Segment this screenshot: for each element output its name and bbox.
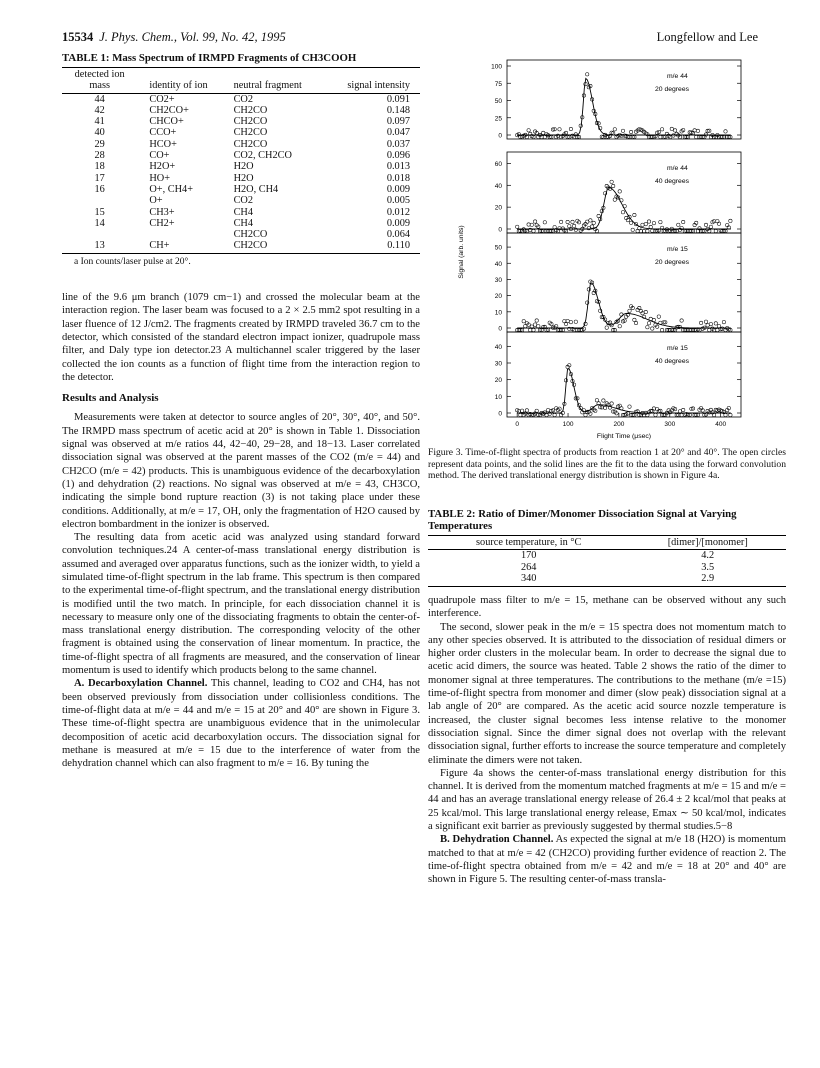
data-point bbox=[543, 221, 546, 224]
data-point bbox=[682, 220, 685, 223]
running-header-authors: Longfellow and Lee bbox=[656, 30, 758, 44]
data-point bbox=[605, 326, 608, 329]
panel-label-mass: m/e 44 bbox=[667, 165, 688, 172]
data-point bbox=[527, 129, 530, 132]
data-point bbox=[574, 228, 577, 231]
table-cell: 0.009 bbox=[386, 183, 410, 195]
fit-curve bbox=[517, 369, 731, 413]
table2-block bbox=[428, 508, 786, 587]
panel-frame bbox=[507, 332, 741, 417]
table-cell bbox=[62, 229, 137, 240]
data-point bbox=[529, 328, 532, 331]
y-tick-label: 0 bbox=[498, 132, 502, 140]
data-point bbox=[704, 320, 707, 323]
data-point bbox=[620, 313, 623, 316]
data-point bbox=[654, 413, 657, 416]
data-point bbox=[699, 321, 702, 324]
data-point bbox=[587, 288, 590, 291]
table-row bbox=[62, 161, 420, 172]
data-point bbox=[716, 220, 719, 223]
table-row bbox=[62, 240, 420, 253]
table1-header: neutral fragment bbox=[232, 68, 345, 94]
data-point bbox=[672, 134, 675, 137]
data-point bbox=[590, 225, 593, 228]
data-point bbox=[545, 413, 548, 416]
table-cell: HCO+ bbox=[149, 138, 177, 150]
y-tick-label: 20 bbox=[494, 204, 502, 212]
data-point bbox=[610, 402, 613, 405]
panel-label-mass: m/e 15 bbox=[667, 345, 688, 352]
data-point bbox=[629, 221, 632, 224]
data-point bbox=[704, 223, 707, 226]
y-tick-label: 40 bbox=[494, 182, 502, 190]
table-cell: 0.013 bbox=[386, 161, 410, 173]
figure-3-caption bbox=[428, 447, 786, 482]
panel-label-angle: 40 degrees bbox=[655, 358, 690, 365]
y-tick-label: 0 bbox=[498, 410, 502, 418]
data-point bbox=[621, 211, 624, 214]
table-cell: 2.9 bbox=[629, 573, 786, 586]
panel-label-mass: m/e 15 bbox=[667, 246, 688, 253]
table-cell: 0.064 bbox=[386, 229, 410, 241]
paragraph: The resulting data from acetic acid was analyzed using standard forward convolution techniques.24 A center-of-mass translational energy distribution is assumed and averaged over apparatus functions, such as the ionizer width, to yield a simulated time-of-flight spectrum in the lab frame. This spectrum is then compared to the experimental time-of-flight spectrum, and the translational energy distribution is modified until the two match. In principle, for each dissociation channel it is necessary to measure only one of the dissociating fragments to obtain the center-of-mass translational energy distribution. The corresponding velocity of the other fragment is obtained using the conservation of linear momentum. In practice, the time-of-flight spectra of all fragments are measured, and the conservation of linear momentum is used to identify which products belong to the same channel. bbox=[62, 532, 420, 677]
data-point bbox=[633, 213, 636, 216]
paragraph: line of the 9.6 μm branch (1079 cm−1) and crossed the molecular beam at the interaction region. The laser beam was focused to a 2 × 2.5 mm2 spot resulting in a laser fluence of 12 J/cm2. The fragments created by IRMPD traveled 36.7 cm to the detector, which consisted of the standard electron impact ionizer, quadrupole mass filter, and Daly type ion detector.23 A multichannel scaler triggered by the laser collected the ion counts as a function of flight time from the interaction region to the detector. bbox=[62, 292, 420, 383]
y-tick-label: 40 bbox=[494, 343, 502, 351]
data-point bbox=[659, 220, 662, 223]
table-cell: CO+ bbox=[149, 150, 170, 162]
data-point bbox=[641, 223, 644, 226]
data-point bbox=[525, 409, 528, 412]
table-cell: CH2CO bbox=[233, 229, 268, 241]
data-point bbox=[704, 133, 707, 136]
data-point bbox=[726, 223, 729, 226]
data-point bbox=[722, 320, 725, 323]
data-point bbox=[535, 319, 538, 322]
data-point bbox=[574, 320, 577, 323]
data-point bbox=[603, 406, 606, 409]
paragraph: Measurements were taken at detector to source angles of 20°, 30°, 40°, and 50°. The IRMPD mass spectrum of acetic acid at 20° is shown in Table 1. Dissociation signal was observed at m/e ratios 44, 42−40, 29−28, and 18−13. Laser correlated dissociation signal was observed at the parent masses of the CO2 (m/e = 44) and CH2CO (m/e = 42) products. This is unambiguous evidence of the decarboxylation (1) and dehydration (2) reactions. No signal was observed at m/e = 43, CH3CO, indicating the simple bond rupture reaction (3) is not taking place under these conditions. Additionally, at m/e = 17, OH, only the fragmentation of H2O caused by electron bombardment in the ionizer is observed. bbox=[62, 412, 420, 530]
data-point bbox=[642, 229, 645, 232]
table1-caption: TABLE 1: Mass Spectrum of IRMPD Fragments of CH3COOH bbox=[62, 52, 357, 64]
paragraph: quadrupole mass filter to m/e = 15, methane can be observed without any such interference. bbox=[428, 595, 786, 620]
data-point bbox=[708, 328, 711, 331]
data-point bbox=[649, 225, 652, 228]
data-point bbox=[646, 326, 649, 329]
y-tick-label: 20 bbox=[494, 293, 502, 301]
panel-frame bbox=[507, 152, 741, 233]
table-row bbox=[428, 562, 786, 573]
panel-label-mass: m/e 44 bbox=[667, 73, 688, 80]
paragraph bbox=[62, 677, 420, 770]
y-tick-label: 30 bbox=[494, 360, 502, 368]
data-point bbox=[680, 413, 683, 416]
table-cell: 0.005 bbox=[386, 195, 410, 207]
y-tick-label: 25 bbox=[494, 115, 502, 123]
table2-body bbox=[428, 550, 786, 586]
data-point bbox=[522, 320, 525, 323]
table-row bbox=[62, 139, 420, 150]
table-cell: 41 bbox=[94, 116, 105, 128]
paragraph-text: As expected the signal at m/e 18 (H2O) is momentum matched to that at m/e = 42 (CH2CO) providing further evidence of reaction 2. The time-of-flight spectra obtained from m/e = 42 and m/e = 18 at 20° and 40° are shown in Figure 5. The resulting center-of-mass transla- bbox=[428, 834, 786, 886]
y-tick-label: 10 bbox=[494, 309, 502, 317]
table-cell: 0.097 bbox=[386, 116, 410, 128]
table-row bbox=[62, 116, 420, 127]
data-point bbox=[532, 229, 535, 232]
table-cell: 0.012 bbox=[386, 206, 410, 218]
table1-footnote: a Ion counts/laser pulse at 20°. bbox=[74, 256, 191, 267]
data-point bbox=[652, 221, 655, 224]
data-point bbox=[602, 399, 605, 402]
table-cell: H2O bbox=[233, 161, 254, 173]
data-point bbox=[532, 328, 535, 331]
data-point bbox=[651, 327, 654, 330]
table-row bbox=[62, 184, 420, 195]
data-point bbox=[612, 184, 615, 187]
table2-caption: TABLE 2: Ratio of Dimer/Monomer Dissociation Signal at Varying Temperatures bbox=[428, 508, 737, 532]
panel-frame bbox=[507, 233, 741, 332]
table-cell bbox=[62, 195, 137, 206]
running-header-left bbox=[62, 30, 286, 45]
data-point bbox=[546, 408, 549, 411]
table-row bbox=[62, 207, 420, 218]
paragraph bbox=[428, 833, 786, 886]
data-point bbox=[629, 130, 632, 133]
table1-body bbox=[62, 93, 420, 253]
data-point bbox=[571, 220, 574, 223]
data-point bbox=[618, 190, 621, 193]
data-point bbox=[651, 229, 654, 232]
data-point bbox=[657, 315, 660, 318]
data-point bbox=[572, 224, 575, 227]
table2-header: [dimer]/[monomer] bbox=[629, 536, 786, 550]
data-point bbox=[558, 128, 561, 131]
data-point bbox=[566, 319, 569, 322]
data-point bbox=[586, 220, 589, 223]
table-cell: CH2CO+ bbox=[149, 104, 189, 116]
data-point bbox=[677, 223, 680, 226]
table-cell: CH2CO bbox=[233, 127, 268, 139]
table-cell: 0.018 bbox=[386, 172, 410, 184]
data-point bbox=[542, 131, 545, 134]
table-row bbox=[428, 550, 786, 562]
table-cell: CO2 bbox=[233, 195, 254, 207]
x-axis-label: Flight Time (μsec) bbox=[596, 433, 652, 440]
data-point bbox=[631, 228, 634, 231]
table-row bbox=[62, 150, 420, 161]
table-cell: 264 bbox=[521, 561, 537, 573]
y-tick-label: 30 bbox=[494, 276, 502, 284]
x-tick-label: 400 bbox=[715, 421, 727, 428]
data-point bbox=[712, 413, 715, 416]
data-point bbox=[673, 129, 676, 132]
data-point bbox=[530, 223, 533, 226]
table-row bbox=[62, 127, 420, 138]
table-row bbox=[62, 195, 420, 206]
table-cell: 44 bbox=[94, 93, 105, 105]
x-tick-label: 300 bbox=[664, 421, 676, 428]
table-cell: CHCO+ bbox=[149, 116, 184, 128]
table-cell: 16 bbox=[94, 183, 105, 195]
table-cell: CH4 bbox=[233, 217, 254, 229]
data-point bbox=[569, 320, 572, 323]
data-point bbox=[537, 325, 540, 328]
data-point bbox=[724, 413, 727, 416]
table-cell: CH4 bbox=[233, 206, 254, 218]
table-cell: CH2CO bbox=[233, 116, 268, 128]
data-point bbox=[566, 220, 569, 223]
table2 bbox=[428, 535, 786, 587]
data-point bbox=[533, 220, 536, 223]
table-cell: 0.148 bbox=[386, 104, 410, 116]
y-tick-label: 10 bbox=[494, 393, 502, 401]
data-point bbox=[639, 229, 642, 232]
data-point bbox=[716, 328, 719, 331]
data-point bbox=[652, 407, 655, 410]
data-point bbox=[709, 322, 712, 325]
left-column bbox=[62, 52, 420, 770]
y-tick-label: 60 bbox=[494, 160, 502, 168]
figure-3 bbox=[455, 52, 755, 444]
table1-header: detected ion mass bbox=[62, 68, 137, 94]
data-point bbox=[709, 408, 712, 411]
table-cell: H2O+ bbox=[149, 161, 176, 173]
table-cell: 0.037 bbox=[386, 138, 410, 150]
data-point bbox=[621, 129, 624, 132]
paragraph-text: This channel, leading to CO2 and CH4, has not been observed previously from dissociation under collisionless conditions. The time-of-flight data at m/e = 44 and m/e = 15 at 20° and 40° are shown in Figure 3. These time-of-flight spectra are unambiguous evidence that in the unimolecular decomposition of acetic acid decarboxylation occurs. The dissociation signal for methane is measured at m/e = 15 due to the interference of water from the dehydration channel which can also fragment to m/e = 16. By tuning the bbox=[62, 678, 421, 770]
page-number: 15534 bbox=[62, 30, 94, 44]
data-point bbox=[553, 413, 556, 416]
data-point bbox=[714, 229, 717, 232]
panel-label-angle: 20 degrees bbox=[655, 86, 690, 93]
table-cell: O+, CH4+ bbox=[149, 183, 194, 195]
data-point bbox=[670, 127, 673, 130]
data-point bbox=[520, 409, 523, 412]
table-cell: HO+ bbox=[149, 172, 171, 184]
data-point bbox=[709, 225, 712, 228]
data-point bbox=[696, 129, 699, 132]
subsection-heading: B. Dehydration Channel. bbox=[440, 834, 554, 846]
data-point bbox=[584, 413, 587, 416]
table-cell: CO2 bbox=[233, 93, 254, 105]
table-cell: 17 bbox=[94, 172, 105, 184]
data-point bbox=[695, 135, 698, 138]
data-point bbox=[595, 399, 598, 402]
table1-header: identity of ion bbox=[137, 68, 231, 94]
table-row bbox=[428, 573, 786, 586]
data-point bbox=[516, 225, 519, 228]
data-point bbox=[682, 408, 685, 411]
data-point bbox=[649, 317, 652, 320]
table-cell: 0.096 bbox=[386, 150, 410, 162]
table-cell: 170 bbox=[521, 550, 537, 562]
table-row bbox=[62, 218, 420, 229]
table-cell: CCO+ bbox=[149, 127, 177, 139]
fit-curve bbox=[517, 188, 731, 230]
data-point bbox=[729, 413, 732, 416]
table-cell: H2O, CH4 bbox=[233, 183, 279, 195]
data-point bbox=[613, 128, 616, 131]
data-point bbox=[644, 222, 647, 225]
table-cell: 15 bbox=[94, 206, 105, 218]
table1-header: signal intensity bbox=[345, 68, 420, 94]
table-cell: 0.047 bbox=[386, 127, 410, 139]
table-row bbox=[62, 105, 420, 116]
data-point bbox=[527, 223, 530, 226]
table-cell: O+ bbox=[149, 195, 163, 207]
data-point bbox=[660, 128, 663, 131]
table-cell: 14 bbox=[94, 217, 105, 229]
data-point bbox=[659, 135, 662, 138]
data-point bbox=[729, 219, 732, 222]
panel-label-angle: 40 degrees bbox=[655, 178, 690, 185]
panel-frame bbox=[507, 60, 741, 139]
data-point bbox=[660, 328, 663, 331]
data-point bbox=[678, 410, 681, 413]
table-cell: 18 bbox=[94, 161, 105, 173]
data-point bbox=[569, 127, 572, 130]
data-point bbox=[533, 323, 536, 326]
table-cell: CO2+ bbox=[149, 93, 175, 105]
y-axis-label: Signal (arb. units) bbox=[458, 225, 465, 279]
x-tick-label: 100 bbox=[562, 421, 574, 428]
table-cell: H2O bbox=[233, 172, 254, 184]
data-point bbox=[647, 220, 650, 223]
data-point bbox=[724, 130, 727, 133]
data-point bbox=[610, 180, 613, 183]
data-point bbox=[586, 73, 589, 76]
data-point bbox=[646, 229, 649, 232]
data-point bbox=[706, 324, 709, 327]
data-point bbox=[559, 220, 562, 223]
table-row bbox=[62, 173, 420, 184]
y-tick-label: 0 bbox=[498, 226, 502, 234]
table-cell: 340 bbox=[428, 573, 629, 586]
table-cell: CH2CO bbox=[232, 240, 345, 253]
data-point bbox=[535, 409, 538, 412]
table1 bbox=[62, 67, 420, 254]
data-point bbox=[628, 405, 631, 408]
table-row bbox=[62, 229, 420, 240]
y-tick-label: 0 bbox=[498, 325, 502, 333]
y-tick-label: 100 bbox=[491, 63, 502, 71]
figure-caption-text: Figure 3. Time-of-flight spectra of products from reaction 1 at 20° and 40°. The open circles represent data points, and the solid lines are the fit to the data using the forward convolution method. The derived translational energy distribution is shown in Figure 4a. bbox=[428, 447, 786, 481]
table-cell bbox=[137, 229, 231, 240]
data-point bbox=[644, 310, 647, 313]
table-cell: 0.009 bbox=[386, 217, 410, 229]
y-tick-label: 75 bbox=[494, 80, 502, 88]
panel-label-angle: 20 degrees bbox=[655, 259, 690, 266]
table-cell: 3.5 bbox=[701, 561, 715, 573]
data-point bbox=[693, 129, 696, 132]
y-tick-label: 40 bbox=[494, 260, 502, 268]
table-cell: CH2+ bbox=[149, 217, 175, 229]
table-cell: 13 bbox=[62, 240, 137, 253]
data-point bbox=[519, 413, 522, 416]
paragraph: Figure 4a shows the center-of-mass translational energy distribution for this channel. It is derived from the momentum matched fragments at m/e = 15 and m/e = 44 and has an average translational energy release of 26.4 ± 2 kcal/mol that peaks at 25 kcal/mol. This large translational energy release, Emax ∼ 50 kcal/mol, indicates a significant exit barrier as previously suggested by thermal studies.5−8 bbox=[428, 767, 786, 833]
table-cell: 40 bbox=[94, 127, 105, 139]
data-point bbox=[613, 198, 616, 201]
y-tick-label: 50 bbox=[494, 244, 502, 252]
table2-header: source temperature, in °C bbox=[428, 536, 629, 550]
data-point bbox=[652, 318, 655, 321]
table-cell: 4.2 bbox=[701, 550, 715, 562]
table-cell: 0.091 bbox=[386, 93, 410, 105]
fit-curve bbox=[517, 78, 731, 135]
x-tick-label: 0 bbox=[515, 421, 519, 428]
data-point bbox=[618, 325, 621, 328]
data-point bbox=[680, 319, 683, 322]
y-tick-label: 20 bbox=[494, 377, 502, 385]
data-point bbox=[628, 309, 631, 312]
section-heading: Results and Analysis bbox=[62, 392, 159, 405]
table-cell: 29 bbox=[94, 138, 105, 150]
table-row bbox=[62, 93, 420, 105]
table-cell: CH2CO bbox=[233, 104, 268, 116]
table-cell: CH3+ bbox=[149, 206, 175, 218]
data-point bbox=[717, 222, 720, 225]
data-point bbox=[592, 221, 595, 224]
table-cell: 0.110 bbox=[345, 240, 420, 253]
table-cell: CH+ bbox=[137, 240, 231, 253]
table-cell: CH2CO bbox=[233, 138, 268, 150]
data-point bbox=[647, 322, 650, 325]
x-tick-label: 200 bbox=[613, 421, 625, 428]
subsection-heading: A. Decarboxylation Channel. bbox=[74, 678, 208, 690]
table-cell: CO2, CH2CO bbox=[233, 150, 292, 162]
journal-citation: J. Phys. Chem., Vol. 99, No. 42, 1995 bbox=[99, 30, 286, 44]
data-point bbox=[714, 322, 717, 325]
data-point bbox=[589, 219, 592, 222]
table-cell: 28 bbox=[94, 150, 105, 162]
table-cell: 42 bbox=[94, 104, 105, 116]
y-tick-label: 50 bbox=[494, 98, 502, 105]
data-point bbox=[558, 227, 561, 230]
paragraph: The second, slower peak in the m/e = 15 spectra does not momentum match to any other species observed. It is attributed to the dissociation of residual dimers or higher order clusters in the molecular beam. In order to decrease the signal due to acetic acid dimers, the source was heated. Table 2 shows the ratio of the dimer to monomer signal at three temperatures. The contributions to the methane (m/e =15) time-of-flight spectra from monomer and dimer (slow peak) dissociation signal at a lab angle of 20° are compared. As the acetic acid source nozzle temperature is increased, the cluster signal becomes less intense relative to the monomer dissociation signal. Since the dimer signal does not overlap with the relevant dissociation signal, further efforts to increase the source temperature and completely eliminate the dimers were not taken. bbox=[428, 621, 786, 766]
right-column bbox=[428, 594, 786, 887]
data-point bbox=[634, 321, 637, 324]
